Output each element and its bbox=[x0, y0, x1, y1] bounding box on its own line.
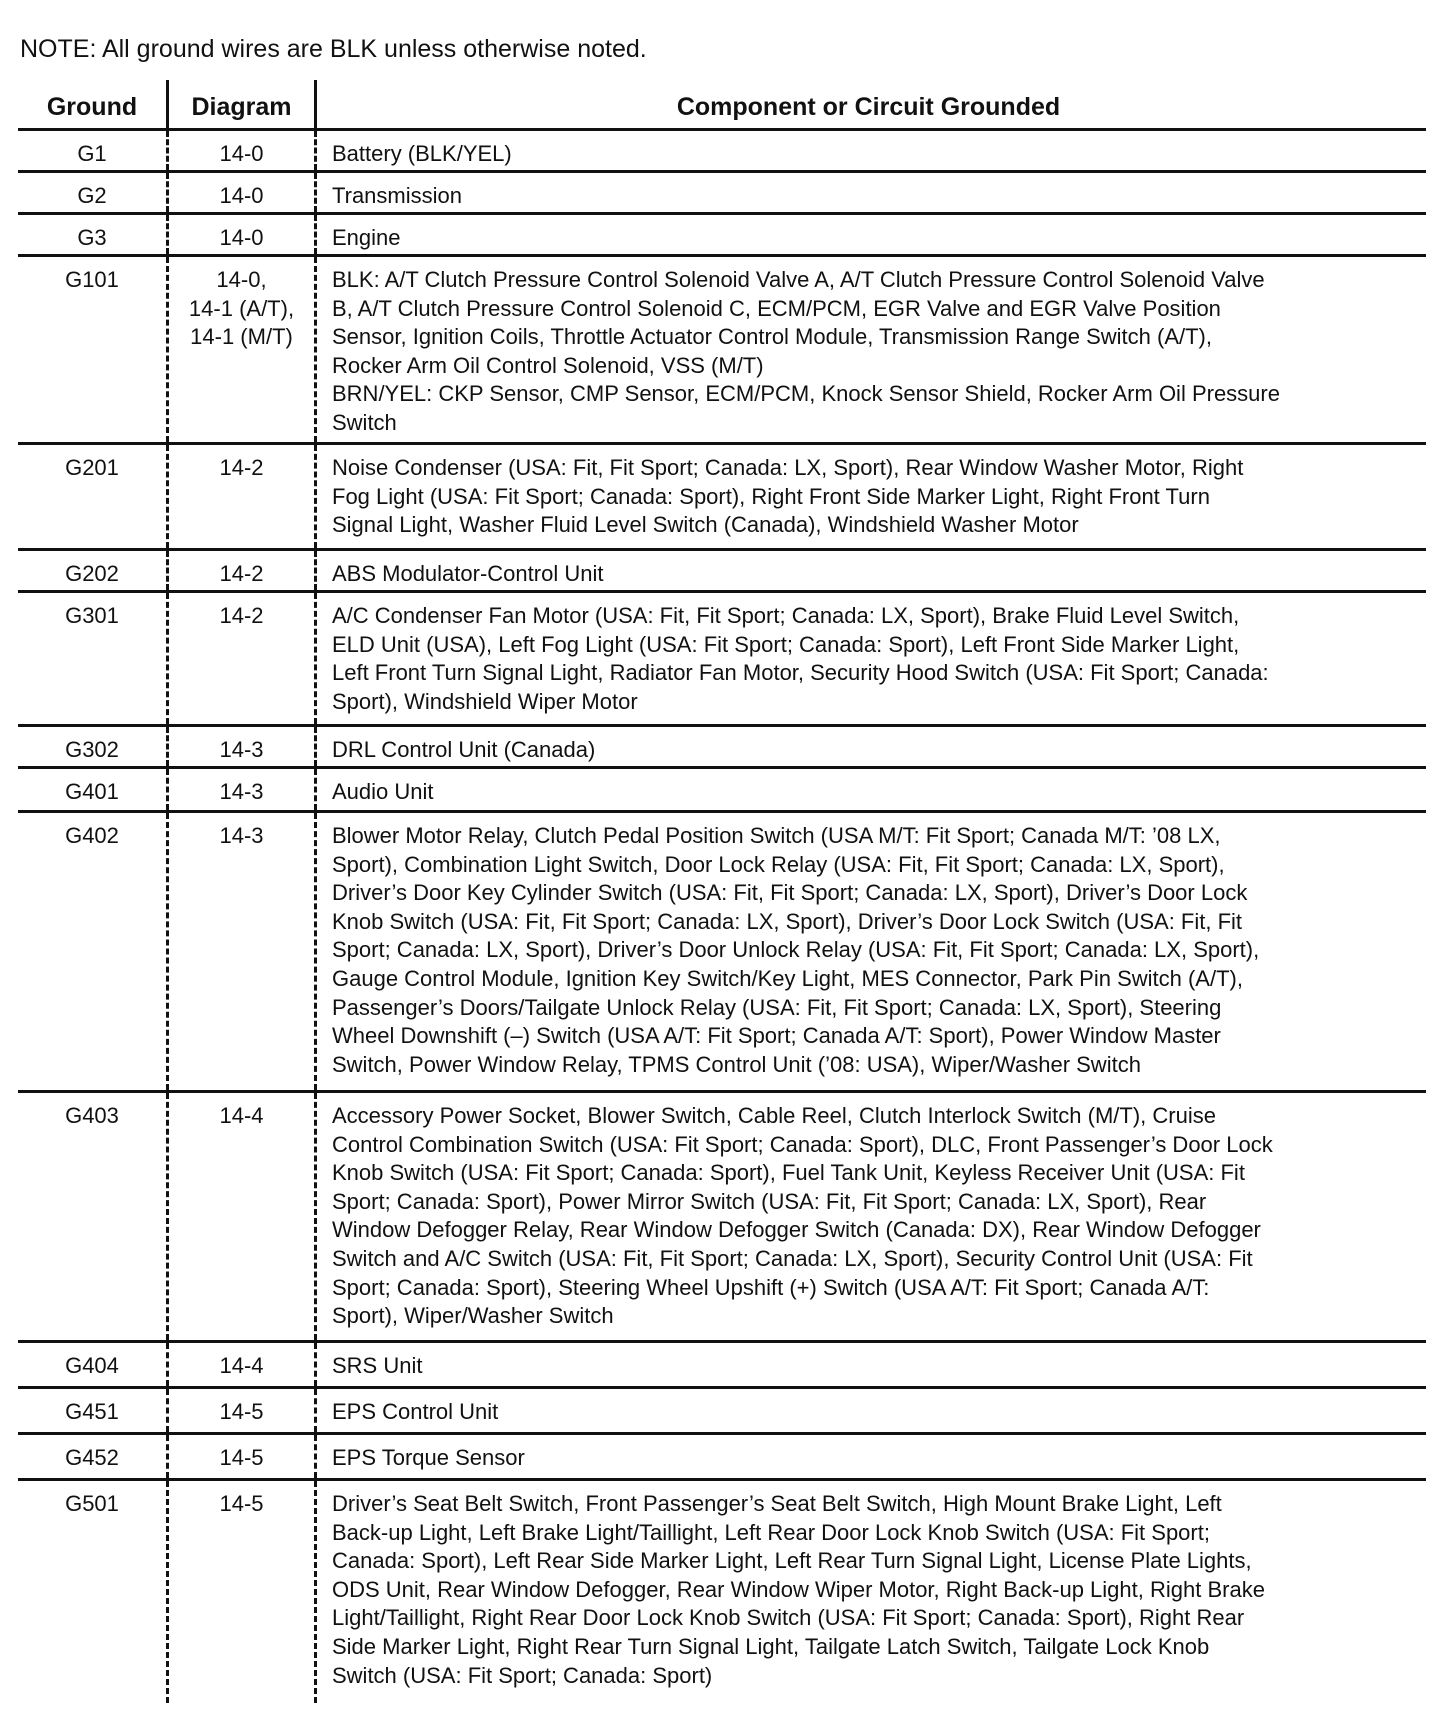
diagram-ref: 14-5 bbox=[219, 1399, 264, 1424]
ground-cell: G402 bbox=[65, 823, 119, 848]
diagram-ref: 14-5 bbox=[219, 1491, 264, 1516]
diagram-ref: 14-2 bbox=[219, 561, 264, 586]
ground-cell: G3 bbox=[77, 225, 107, 250]
diagram-ref: 14-3 bbox=[219, 823, 264, 848]
table-row bbox=[18, 1389, 1426, 1435]
ground-distribution-table bbox=[18, 80, 1426, 1703]
ground-cell: G451 bbox=[65, 1399, 119, 1424]
diagram-cell bbox=[166, 173, 314, 212]
ground-cell: G301 bbox=[65, 603, 119, 628]
ground-cell: G404 bbox=[65, 1353, 119, 1378]
diagram-cell bbox=[166, 593, 314, 724]
ground-cell: G401 bbox=[65, 779, 119, 804]
diagram-ref: 14-4 bbox=[219, 1353, 264, 1378]
table-row bbox=[18, 445, 1426, 551]
component-cell: Engine bbox=[314, 215, 1426, 254]
diagram-ref: 14-2 bbox=[219, 603, 264, 628]
diagram-cell bbox=[166, 1093, 314, 1340]
table-row bbox=[18, 813, 1426, 1093]
ground-cell: G2 bbox=[77, 183, 107, 208]
component-cell: Battery (BLK/YEL) bbox=[314, 131, 1426, 170]
diagram-ref: 14-0, bbox=[216, 267, 267, 292]
component-cell: Transmission bbox=[314, 173, 1426, 212]
diagram-ref: 14-1 (A/T), bbox=[188, 295, 295, 321]
table-row bbox=[18, 1435, 1426, 1481]
header-ground: Ground bbox=[46, 93, 138, 121]
ground-cell: G101 bbox=[65, 267, 119, 292]
component-cell: Noise Condenser (USA: Fit, Fit Sport; Canada: LX, Sport), Rear Window Washer Motor, Right Fog Light (USA: Fit Sport; Canada: Sport), Right Front Side Marker Light, Right Front Turn Signal Light, Washer Fluid Level Switch (Canada), Windshield Washer Motor bbox=[314, 445, 1426, 548]
diagram-cell bbox=[166, 551, 314, 590]
table-row bbox=[18, 1093, 1426, 1343]
component-cell: Driver’s Seat Belt Switch, Front Passenger’s Seat Belt Switch, High Mount Brake Light, Left Back-up Light, Left Brake Light/Taillight, Left Rear Door Lock Knob Switch (USA: Fit Sport; Canada: Sport), Left Rear Side Marker Light, Left Rear Turn Signal Light, License Plate Lights, ODS Unit, Rear Window Defogger, Rear Window Wiper Motor, Right Back-up Light, Right Brake Light/Taillight, Right Rear Door Lock Knob Switch (USA: Fit Sport; Canada: Sport), Right Rear Side Marker Light, Right Rear Turn Signal Light, Tailgate Latch Switch, Tailgate Lock Knob Switch (USA: Fit Sport; Canada: Sport) bbox=[314, 1481, 1426, 1703]
ground-cell: G452 bbox=[65, 1445, 119, 1470]
diagram-cell bbox=[166, 1343, 314, 1386]
component-cell: BLK: A/T Clutch Pressure Control Solenoid Valve A, A/T Clutch Pressure Control Solenoid Valve B, A/T Clutch Pressure Control Solenoid C, ECM/PCM, EGR Valve and EGR Valve Position Sensor, Ignition Coils, Throttle Actuator Control Module, Transmission Range Switch (A/T), Rocker Arm Oil Control Solenoid, VSS (M/T) BRN/YEL: CKP Sensor, CMP Sensor, ECM/PCM, Knock Sensor Shield, Rocker Arm Oil Pressure Switch bbox=[314, 257, 1426, 442]
diagram-cell bbox=[166, 257, 314, 442]
diagram-ref: 14-0 bbox=[219, 225, 264, 250]
table-row bbox=[18, 769, 1426, 813]
table-row bbox=[18, 173, 1426, 215]
component-cell: Audio Unit bbox=[314, 769, 1426, 810]
ground-cell: G1 bbox=[77, 141, 107, 166]
diagram-cell bbox=[166, 1389, 314, 1432]
table-row bbox=[18, 727, 1426, 769]
component-cell: Accessory Power Socket, Blower Switch, Cable Reel, Clutch Interlock Switch (M/T), Cruise Control Combination Switch (USA: Fit Sport; Canada: Sport), DLC, Front Passenger’s Door Lock Knob Switch (USA: Fit Sport; Canada: Sport), Fuel Tank Unit, Keyless Receiver Unit (USA: Fit Sport; Canada: Sport), Power Mirror Switch (USA: Fit, Fit Sport; Canada: LX, Sport), Rear Window Defogger Relay, Rear Window Defogger Switch (Canada: DX), Rear Window Defogger Switch and A/C Switch (USA: Fit, Fit Sport; Canada: LX, Sport), Security Control Unit (USA: Fit Sport; Canada: Sport), Steering Wheel Upshift (+) Switch (USA A/T: Fit Sport; Canada A/T: Sport), Wiper/Washer Switch bbox=[314, 1093, 1426, 1340]
ground-wire-note: NOTE: All ground wires are BLK unless otherwise noted. bbox=[20, 35, 647, 63]
component-cell: EPS Control Unit bbox=[314, 1389, 1426, 1432]
ground-cell: G501 bbox=[65, 1491, 119, 1516]
component-cell: Blower Motor Relay, Clutch Pedal Position Switch (USA M/T: Fit Sport; Canada M/T: ’08 LX, Sport), Combination Light Switch, Door Lock Relay (USA: Fit, Fit Sport; Canada: LX, Sport), Driver’s Door Key Cylinder Switch (USA: Fit, Fit Sport; Canada: LX, Sport), Driver’s Door Lock Knob Switch (USA: Fit, Fit Sport; Canada: LX, Sport), Driver’s Door Lock Switch (USA: Fit, Fit Sport; Canada: LX, Sport), Driver’s Door Unlock Relay (USA: Fit, Fit Sport; Canada: LX, Sport), Gauge Control Module, Ignition Key Switch/Key Light, MES Connector, Park Pin Switch (A/T), Passenger’s Doors/Tailgate Unlock Relay (USA: Fit, Fit Sport; Canada: LX, Sport), Steering Wheel Downshift (–) Switch (USA A/T: Fit Sport; Canada A/T: Sport), Power Window Master Switch, Power Window Relay, TPMS Control Unit (’08: USA), Wiper/Washer Switch bbox=[314, 813, 1426, 1090]
diagram-cell bbox=[166, 769, 314, 810]
component-cell: A/C Condenser Fan Motor (USA: Fit, Fit Sport; Canada: LX, Sport), Brake Fluid Level Switch, ELD Unit (USA), Left Fog Light (USA: Fit Sport; Canada: Sport), Left Front Side Marker Light, Left Front Turn Signal Light, Radiator Fan Motor, Security Hood Switch (USA: Fit Sport; Canada: Sport), Windshield Wiper Motor bbox=[314, 593, 1426, 724]
diagram-cell bbox=[166, 445, 314, 548]
table-row bbox=[18, 1481, 1426, 1703]
ground-cell: G202 bbox=[65, 561, 119, 586]
diagram-cell bbox=[166, 813, 314, 1090]
table-row bbox=[18, 257, 1426, 445]
diagram-ref: 14-0 bbox=[219, 183, 264, 208]
table-row bbox=[18, 593, 1426, 727]
table-row bbox=[18, 215, 1426, 257]
diagram-cell bbox=[166, 727, 314, 766]
header-diagram: Diagram bbox=[166, 80, 314, 128]
diagram-ref: 14-2 bbox=[219, 455, 264, 480]
diagram-cell bbox=[166, 131, 314, 170]
component-cell: SRS Unit bbox=[314, 1343, 1426, 1386]
header-component: Component or Circuit Grounded bbox=[314, 80, 1426, 128]
diagram-ref: 14-1 (M/T) bbox=[190, 324, 293, 350]
diagram-cell bbox=[166, 1481, 314, 1703]
component-cell: ABS Modulator-Control Unit bbox=[314, 551, 1426, 590]
diagram-ref: 14-3 bbox=[219, 779, 264, 804]
table-header-row bbox=[18, 80, 1426, 131]
ground-cell: G403 bbox=[65, 1103, 119, 1128]
ground-cell: G302 bbox=[65, 737, 119, 762]
table-row bbox=[18, 551, 1426, 593]
ground-cell: G201 bbox=[65, 455, 119, 480]
diagram-ref: 14-0 bbox=[219, 141, 264, 166]
diagram-cell bbox=[166, 1435, 314, 1478]
component-cell: EPS Torque Sensor bbox=[314, 1435, 1426, 1478]
diagram-ref: 14-4 bbox=[219, 1103, 264, 1128]
component-cell: DRL Control Unit (Canada) bbox=[314, 727, 1426, 766]
diagram-ref: 14-5 bbox=[219, 1445, 264, 1470]
diagram-cell bbox=[166, 215, 314, 254]
table-row bbox=[18, 131, 1426, 173]
table-row bbox=[18, 1343, 1426, 1389]
diagram-ref: 14-3 bbox=[219, 737, 264, 762]
